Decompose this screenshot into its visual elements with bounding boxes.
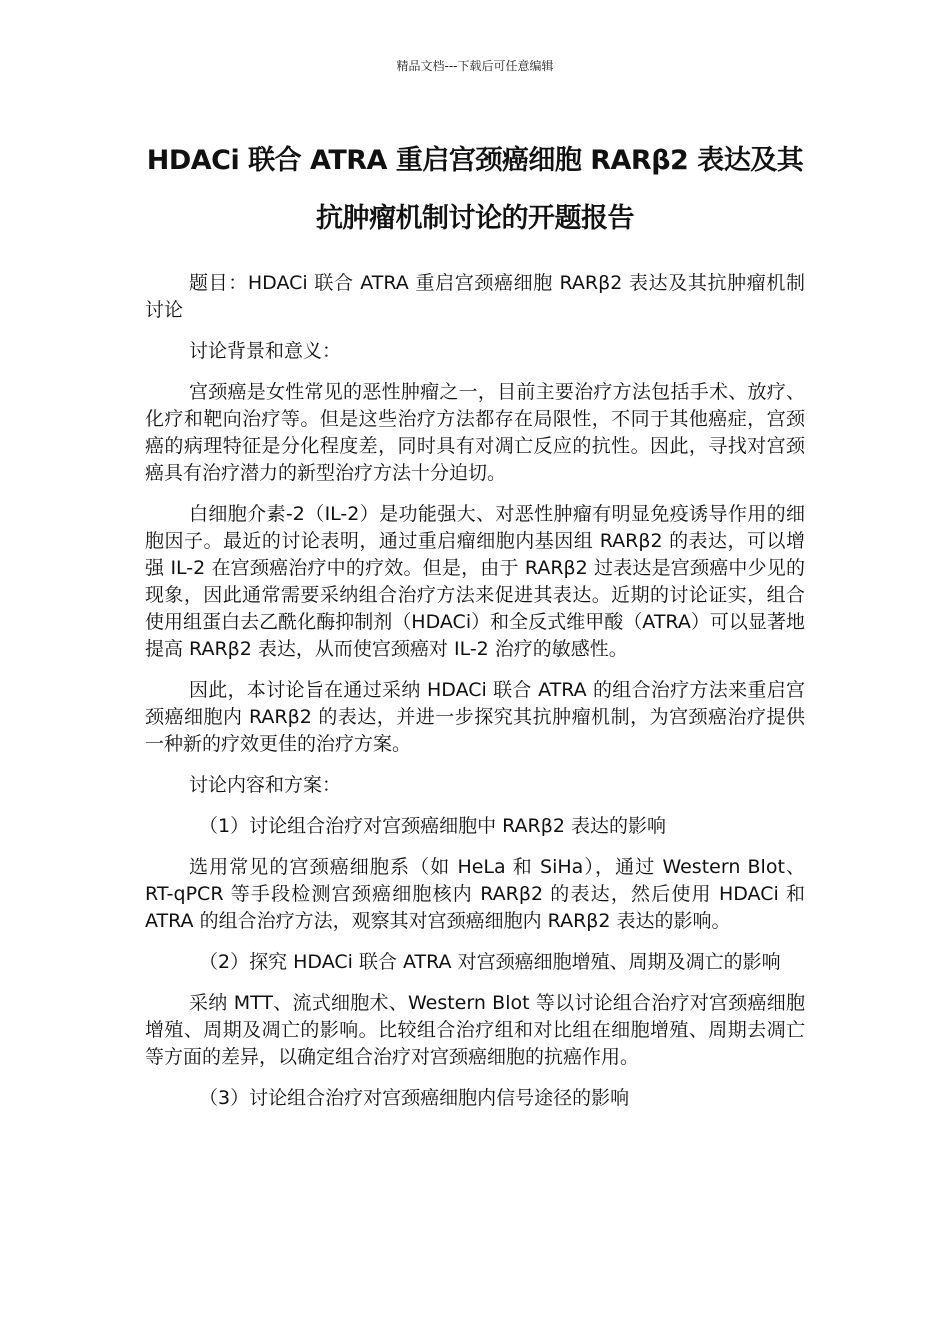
- document-body: [145, 270, 805, 1126]
- document-title-line-1: HDACi 联合 ATRA 重启宫颈癌细胞 RARβ2 表达及其: [146, 145, 804, 176]
- content-item-1-paragraph: 选用常见的宫颈癌细胞系（如 HeLa 和 SiHa），通过 Western Blot、RT-qPCR 等手段检测宫颈癌细胞核内 RARβ2 的表达，然后使用 HDACi 和 ATRA 的组合治疗方法，观察其对宫颈癌细胞内 RARβ2 表达的影响。: [145, 856, 805, 932]
- background-paragraph-2: 白细胞介素-2（IL-2）是功能强大、对恶性肿瘤有明显免疫诱导作用的细胞因子。最近的讨论表明，通过重启瘤细胞内基因组 RARβ2 的表达，可以增强 IL-2 在宫颈癌治疗中的疗效。但是，由于 RARβ2 过表达是宫颈癌中少见的现象，因此通常需要采纳组合治疗方法来促进其表达。近期的讨论证实，组合使用组蛋白去乙酰化酶抑制剂（HDACi）和全反式维甲酸（ATRA）可以显著地提高 RARβ2 表达，从而使宫颈癌对 IL-2 治疗的敏感性。: [145, 503, 805, 660]
- content-item-3-heading: （3）讨论组合治疗对宫颈癌细胞内信号途径的影响: [199, 1087, 630, 1109]
- content-item-1-heading: （1）讨论组合治疗对宫颈癌细胞中 RARβ2 表达的影响: [199, 815, 667, 837]
- content-item-2-heading: （2）探究 HDACi 联合 ATRA 对宫颈癌细胞增殖、周期及凋亡的影响: [199, 951, 781, 973]
- background-paragraph-3: 因此，本讨论旨在通过采纳 HDACi 联合 ATRA 的组合治疗方法来重启宫颈癌细胞内 RARβ2 的表达，并进一步探究其抗肿瘤机制，为宫颈癌治疗提供一种新的疗效更佳的治疗方案。: [145, 679, 805, 755]
- content-item-2-paragraph: 采纳 MTT、流式细胞术、Western Blot 等以讨论组合治疗对宫颈癌细胞增殖、周期及凋亡的影响。比较组合治疗组和对比组在细胞增殖、周期去凋亡等方面的差异，以确定组合治疗对宫颈癌细胞的抗癌作用。: [145, 992, 805, 1068]
- content-heading: 讨论内容和方案：: [189, 774, 342, 796]
- topic-paragraph: 题目：HDACi 联合 ATRA 重启宫颈癌细胞 RARβ2 表达及其抗肿瘤机制讨论: [145, 272, 805, 321]
- document-title-line-2: 抗肿瘤机制讨论的开题报告: [316, 203, 634, 234]
- header-note: 精品文档---下载后可任意编辑: [396, 59, 554, 73]
- background-paragraph-1: 宫颈癌是女性常见的恶性肿瘤之一，目前主要治疗方法包括手术、放疗、化疗和靶向治疗等。但是这些治疗方法都存在局限性，不同于其他癌症，宫颈癌的病理特征是分化程度差，同时具有对凋亡反应的抗性。因此，寻找对宫颈癌具有治疗潜力的新型治疗方法十分迫切。: [145, 381, 805, 484]
- background-heading: 讨论背景和意义：: [189, 340, 342, 362]
